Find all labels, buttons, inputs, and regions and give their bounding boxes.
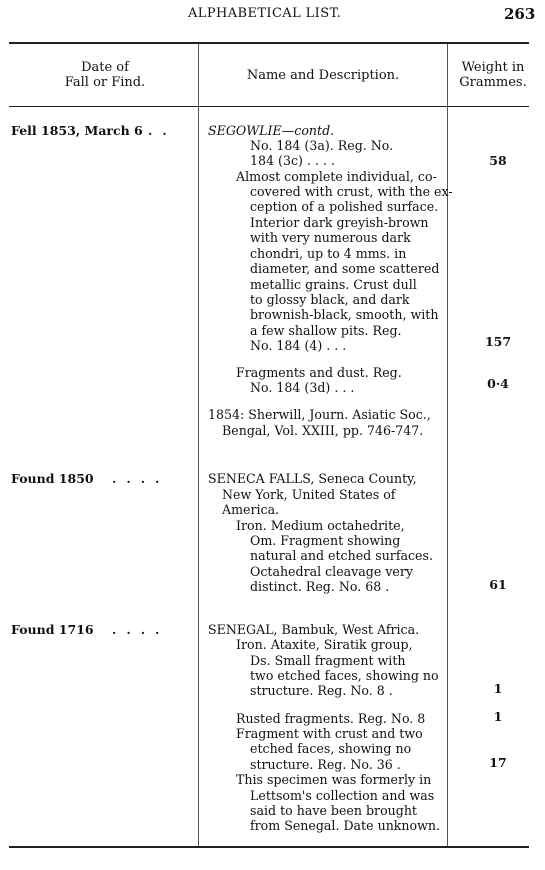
entry-date: Fell 1853, March 6 — [11, 123, 143, 138]
entry-description-line: Ds. Small fragment with — [250, 653, 406, 668]
entry-description-line: No. 184 (3a). Reg. No. — [250, 138, 394, 153]
entry-weight: 0·4 — [487, 376, 509, 391]
entry-date: Found 1850 — [11, 471, 94, 486]
entry-description-line: diameter, and some scattered — [250, 261, 440, 276]
entry-description-line: SENECA FALLS, Seneca County, — [208, 471, 417, 486]
entry-description-line: structure. Reg. No. 36 . — [250, 757, 401, 772]
entry-description-line: covered with crust, with the ex- — [250, 184, 453, 199]
entry-description-line: brownish-black, smooth, with — [250, 307, 439, 322]
entry-description-line: natural and etched surfaces. — [250, 548, 433, 563]
entry-description-line: ception of a polished surface. — [250, 199, 439, 214]
entry-description-line: New York, United States of — [222, 487, 396, 502]
entry-description-line: distinct. Reg. No. 68 . — [250, 579, 390, 594]
entry-description-line: Iron. Medium octahedrite, — [236, 518, 405, 533]
header-bottom-rule — [9, 106, 529, 107]
entry-description-line: Fragment with crust and two — [236, 726, 423, 741]
page-number: 263 — [504, 5, 536, 23]
entry-description-line: a few shallow pits. Reg. — [250, 323, 402, 338]
column-divider-right — [447, 44, 448, 846]
entry-description-line: etched faces, showing no — [250, 741, 412, 756]
table-bottom-rule — [9, 846, 529, 848]
entry-description-line: chondri, up to 4 mms. in — [250, 246, 407, 261]
entry-description-line: 184 (3c) . . . . — [250, 153, 335, 168]
entry-description-line: Octahedral cleavage very — [250, 564, 414, 579]
entry-description-line: said to have been brought — [250, 803, 417, 818]
leader-dots: .. — [148, 123, 177, 138]
entry-description-line: to glossy black, and dark — [250, 292, 410, 307]
entry-weight: 1 — [493, 709, 503, 724]
entry-description-line: two etched faces, showing no — [250, 668, 439, 683]
entry-weight: 17 — [489, 755, 507, 770]
entry-description-line: America. — [222, 502, 280, 517]
entry-description-line: No. 184 (3d) . . . — [250, 380, 355, 395]
entry-name: SEGOWLIE—contd. — [208, 123, 335, 138]
column-header-weight-line1: Weight in — [461, 60, 525, 75]
entry-description-line: This specimen was formerly in — [236, 772, 432, 787]
entry-description-line: metallic grains. Crust dull — [250, 277, 417, 292]
entry-description-line: structure. Reg. No. 8 . — [250, 683, 393, 698]
column-header-date-line2: Fall or Find. — [64, 75, 146, 90]
leader-dots: .... — [112, 471, 170, 486]
entry-weight: 1 — [493, 681, 503, 696]
entry-date: Found 1716 — [11, 622, 94, 637]
column-header-date-line1: Date of — [81, 60, 129, 75]
entry-weight: 61 — [489, 577, 507, 592]
entry-weight: 58 — [489, 153, 507, 168]
entry-weight: 157 — [484, 334, 512, 349]
entry-description-line: Iron. Ataxite, Siratik group, — [236, 637, 413, 652]
entry-description-line: from Senegal. Date unknown. — [250, 818, 441, 833]
entry-description-line: with very numerous dark — [250, 230, 411, 245]
column-divider-left — [198, 44, 199, 846]
entry-description-line: Om. Fragment showing — [250, 533, 401, 548]
leader-dots: .... — [112, 622, 170, 637]
entry-description-line: Lettsom's collection and was — [250, 788, 435, 803]
entry-description-line: Fragments and dust. Reg. — [236, 365, 402, 380]
column-header-weight-line2: Grammes. — [459, 75, 527, 90]
entry-reference-line: 1854: Sherwill, Journ. Asiatic Soc., — [208, 407, 431, 422]
running-title: ALPHABETICAL LIST. — [188, 6, 342, 21]
entry-description-line: SENEGAL, Bambuk, West Africa. — [208, 622, 420, 637]
table-top-rule — [9, 42, 529, 44]
entry-description-line: Rusted fragments. Reg. No. 8 — [236, 711, 426, 726]
entry-reference-line: Bengal, Vol. XXIII, pp. 746-747. — [222, 423, 424, 438]
entry-description-line: Interior dark greyish-brown — [250, 215, 429, 230]
entry-description-line: No. 184 (4) . . . — [250, 338, 347, 353]
column-header-name: Name and Description. — [246, 68, 400, 83]
entry-description-line: Almost complete individual, co- — [236, 169, 437, 184]
